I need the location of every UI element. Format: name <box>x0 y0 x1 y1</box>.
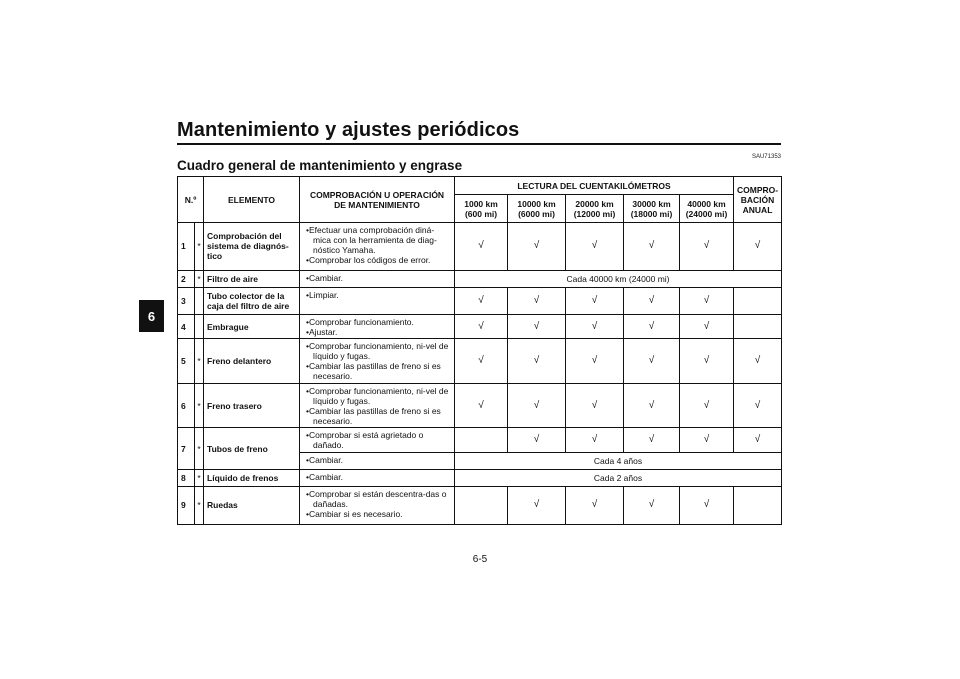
check-cell <box>300 315 455 339</box>
row-asterisk: * <box>195 383 204 428</box>
check-mark: √ <box>455 288 508 315</box>
check-mark: √ <box>680 288 734 315</box>
check-list-item: • Ajustar. <box>306 327 451 337</box>
header-item: ELEMENTO <box>204 177 300 223</box>
row-item: Tubo colector de la caja del filtro de aire <box>204 288 300 315</box>
row-number: 8 <box>178 469 195 486</box>
row-number: 7 <box>178 428 195 470</box>
check-mark: √ <box>624 288 680 315</box>
check-mark: √ <box>680 315 734 339</box>
check-mark: √ <box>624 315 680 339</box>
check-list-item: • Cambiar las pastillas de freno si es necesario. <box>306 406 451 426</box>
check-list <box>306 430 451 450</box>
check-mark: √ <box>508 288 566 315</box>
check-list-item: • Comprobar si está agrietado o dañado. <box>306 430 451 450</box>
check-cell <box>300 288 455 315</box>
table-row <box>178 469 782 486</box>
row-item: Embrague <box>204 315 300 339</box>
table-row <box>178 223 782 271</box>
row-asterisk: * <box>195 469 204 486</box>
row-asterisk <box>195 315 204 339</box>
check-cell <box>300 270 455 288</box>
check-mark: √ <box>566 339 624 384</box>
row-item: Ruedas <box>204 486 300 524</box>
check-cell <box>300 469 455 486</box>
check-mark: √ <box>680 428 734 453</box>
header-annual: COMPRO-BACIÓN ANUAL <box>734 177 782 223</box>
row-number: 6 <box>178 383 195 428</box>
row-item: Comprobación del sistema de diagnós-tico <box>204 223 300 271</box>
section-title: Cuadro general de mantenimiento y engrase <box>177 158 463 173</box>
check-cell <box>300 383 455 428</box>
check-list-item: • Limpiar. <box>306 290 451 300</box>
check-list <box>306 472 451 482</box>
check-list <box>306 225 451 265</box>
row-item: Filtro de aire <box>204 270 300 288</box>
table-row <box>178 383 782 428</box>
check-cell <box>300 486 455 524</box>
interval-text: Cada 2 años <box>455 469 782 486</box>
check-list-item: • Cambiar. <box>306 472 451 482</box>
check-list-item: • Comprobar funcionamiento. <box>306 317 451 327</box>
check-mark: √ <box>734 428 782 453</box>
row-item: Líquido de frenos <box>204 469 300 486</box>
check-mark <box>455 428 508 453</box>
check-mark: √ <box>734 223 782 271</box>
check-mark: √ <box>680 223 734 271</box>
check-list-item: • Comprobar funcionamiento, ni-vel de líquido y fugas. <box>306 341 451 361</box>
check-mark: √ <box>455 383 508 428</box>
header-no: N.º <box>178 177 204 223</box>
check-list <box>306 317 451 337</box>
check-list-item: • Efectuar una comprobación diná-mica con la herramienta de diag-nóstico Yamaha. <box>306 225 451 255</box>
check-mark <box>455 486 508 524</box>
check-mark: √ <box>680 486 734 524</box>
check-list <box>306 386 451 426</box>
check-mark: √ <box>455 223 508 271</box>
check-list <box>306 455 451 465</box>
check-mark: √ <box>566 486 624 524</box>
row-asterisk: * <box>195 486 204 524</box>
check-mark: √ <box>680 383 734 428</box>
check-list-item: • Cambiar. <box>306 273 451 283</box>
page-title: Mantenimiento y ajustes periódicos <box>177 119 520 141</box>
check-mark <box>734 486 782 524</box>
check-cell <box>300 453 455 470</box>
row-number: 1 <box>178 223 195 271</box>
check-mark: √ <box>624 223 680 271</box>
check-mark: √ <box>566 428 624 453</box>
check-mark: √ <box>566 223 624 271</box>
check-mark: √ <box>455 315 508 339</box>
check-mark: √ <box>508 223 566 271</box>
check-cell <box>300 223 455 271</box>
check-mark <box>734 315 782 339</box>
check-mark: √ <box>508 315 566 339</box>
document-code: SAU71353 <box>751 154 781 160</box>
check-list-item: • Cambiar si es necesario. <box>306 509 451 519</box>
row-number: 5 <box>178 339 195 384</box>
check-mark: √ <box>508 428 566 453</box>
check-mark: √ <box>624 486 680 524</box>
reading-5: 40000 km (24000 mi) <box>680 195 734 223</box>
table-row <box>178 428 782 453</box>
row-number: 9 <box>178 486 195 524</box>
header-odometer: LECTURA DEL CUENTAKILÓMETROS <box>455 177 734 195</box>
check-list-item: • Comprobar los códigos de error. <box>306 255 451 265</box>
check-mark: √ <box>566 315 624 339</box>
row-item: Tubos de freno <box>204 428 300 470</box>
row-asterisk: * <box>195 270 204 288</box>
table-body <box>178 223 782 525</box>
interval-text: Cada 40000 km (24000 mi) <box>455 270 782 288</box>
check-mark: √ <box>734 383 782 428</box>
row-number: 4 <box>178 315 195 339</box>
check-list <box>306 273 451 283</box>
reading-2: 10000 km (6000 mi) <box>508 195 566 223</box>
reading-4: 30000 km (18000 mi) <box>624 195 680 223</box>
check-list-item: • Cambiar. <box>306 455 451 465</box>
check-list-item: • Comprobar funcionamiento, ni-vel de líquido y fugas. <box>306 386 451 406</box>
check-mark <box>734 288 782 315</box>
reading-3: 20000 km (12000 mi) <box>566 195 624 223</box>
check-mark: √ <box>624 428 680 453</box>
interval-text: Cada 4 años <box>455 453 782 470</box>
check-mark: √ <box>566 288 624 315</box>
row-item: Freno trasero <box>204 383 300 428</box>
title-divider <box>177 143 781 145</box>
check-list-item: • Cambiar las pastillas de freno si es necesario. <box>306 361 451 381</box>
check-list-item: • Comprobar si están descentra-das o dañadas. <box>306 489 451 509</box>
check-cell <box>300 339 455 384</box>
check-cell <box>300 428 455 453</box>
table-row <box>178 339 782 384</box>
row-number: 2 <box>178 270 195 288</box>
check-mark: √ <box>566 383 624 428</box>
row-item: Freno delantero <box>204 339 300 384</box>
row-asterisk: * <box>195 223 204 271</box>
check-mark: √ <box>455 339 508 384</box>
row-asterisk: * <box>195 339 204 384</box>
table-row <box>178 315 782 339</box>
row-asterisk: * <box>195 428 204 470</box>
table-row <box>178 270 782 288</box>
check-mark: √ <box>680 339 734 384</box>
row-asterisk <box>195 288 204 315</box>
row-number: 3 <box>178 288 195 315</box>
check-mark: √ <box>508 383 566 428</box>
check-list <box>306 341 451 381</box>
check-mark: √ <box>508 486 566 524</box>
check-mark: √ <box>734 339 782 384</box>
maintenance-table <box>177 176 782 525</box>
check-list <box>306 290 451 300</box>
check-mark: √ <box>624 383 680 428</box>
reading-1: 1000 km (600 mi) <box>455 195 508 223</box>
header-check: COMPROBACIÓN U OPERACIÓN DE MANTENIMIENTO <box>300 177 455 223</box>
check-mark: √ <box>508 339 566 384</box>
chapter-tab: 6 <box>139 300 164 332</box>
table-row <box>178 288 782 315</box>
page-number: 6-5 <box>472 554 488 565</box>
check-mark: √ <box>624 339 680 384</box>
check-list <box>306 489 451 519</box>
table-row <box>178 486 782 524</box>
